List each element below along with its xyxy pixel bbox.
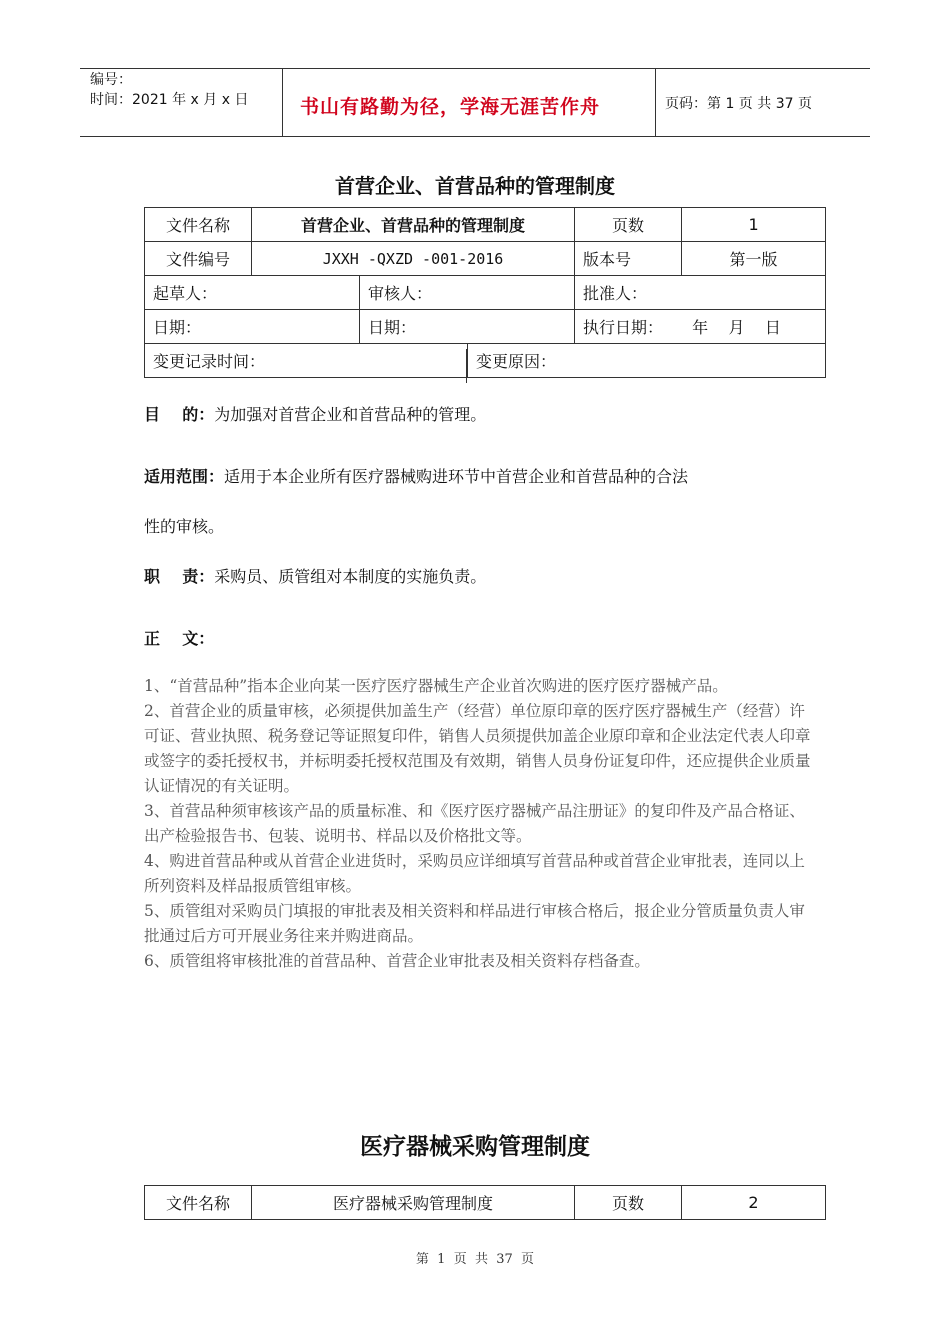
body-label: 正 文： [144, 629, 215, 648]
version-value: 第一版 [682, 242, 826, 276]
change-reason-label: 变更原因： [468, 344, 826, 378]
body-item-5: 5、质管组对采购员门填报的审批表及相关资料和样品进行审核合格后，报企业分管质量负责人审批通过后方可开展业务往来并购进商品。 [144, 902, 805, 945]
header-divider-left [282, 68, 283, 136]
body-item-3: 3、首营品种须审核该产品的质量标准、和《医疗医疗器械产品注册证》的复印件及产品合格证、出产检验报告书、包装、说明书、样品以及价格批文等。 [144, 802, 805, 845]
reviewer-label: 审核人： [360, 276, 575, 310]
doc2-pages-value: 2 [682, 1186, 826, 1220]
exec-date-cell [575, 310, 826, 344]
header-bottom-rule [80, 136, 870, 137]
scope-paragraph [144, 464, 814, 487]
page-footer: 第 1 页 共 37 页 [415, 1252, 535, 1267]
body-item-1: 1、“首营品种”指本企业向某一医疗医疗器械生产企业首次购进的医疗医疗器械产品。 [144, 677, 728, 695]
meta-row-change [145, 344, 826, 378]
pages-label: 页数 [575, 208, 682, 242]
duty-label: 职 责： [144, 567, 215, 586]
scope-text-line2: 性的审核。 [144, 517, 225, 536]
duty-paragraph [144, 564, 814, 587]
purpose-text: 为加强对首营企业和首营品种的管理。 [214, 405, 487, 424]
purpose-paragraph [144, 402, 814, 425]
exec-date-label: 执行日期： [583, 318, 664, 337]
meta-row-people [145, 276, 826, 310]
body-item-4: 4、购进首营品种或从首营企业进货时，采购员应详细填写首营品种或首营企业审批表，连同以上所列资料及样品报质管组审核。 [144, 852, 805, 895]
scope-text-line1: 适用于本企业所有医疗器械购进环节中首营企业和首营品种的合法 [224, 467, 689, 486]
file-code-label: 文件编号 [145, 242, 252, 276]
body-item-6: 6、质管组将审核批准的首营品种、首营企业审批表及相关资料存档备查。 [144, 952, 650, 970]
doc2-file-name-label: 文件名称 [145, 1186, 252, 1220]
change-row-divider-cover [466, 350, 468, 382]
file-code-value: JXXH -QXZD -001-2016 [252, 242, 575, 276]
doc2-file-name-value: 医疗器械采购管理制度 [252, 1186, 575, 1220]
purpose-label: 目 的： [144, 405, 215, 424]
doc1-meta-table [144, 207, 826, 378]
scope-label: 适用范围： [144, 467, 225, 486]
exec-date-value: 年 月 日 [692, 318, 781, 337]
file-name-value: 首营企业、首营品种的管理制度 [252, 208, 575, 242]
header-motto: 书山有路勤为径，学海无涯苦作舟 [300, 96, 601, 118]
doc2-title: 医疗器械采购管理制度 [360, 1134, 590, 1160]
body-item-2: 2、首营企业的质量审核，必须提供加盖生产（经营）单位原印章的医疗医疗器械生产（经营）许可证、营业执照、税务登记等证照复印件，销售人员须提供加盖企业原印章和企业法定代表人印章或签字的委托授权书，并标明委托授权范围及有效期，销售人员身份证复印件，还应提供企业质量认证情况的有关证明。 [144, 702, 811, 795]
header-divider-right [655, 68, 656, 136]
header-top-rule [80, 68, 870, 69]
header-date-label: 时间：2021 年 x 月 x 日 [90, 92, 249, 108]
file-name-label: 文件名称 [145, 208, 252, 242]
header-page-label: 页码：第 1 页 共 37 页 [665, 96, 812, 112]
meta-row-name [145, 208, 826, 242]
meta-row-code [145, 242, 826, 276]
body-items [144, 674, 814, 974]
header-number-label: 编号： [90, 72, 132, 88]
doc2-pages-label: 页数 [575, 1186, 682, 1220]
approver-label: 批准人： [575, 276, 826, 310]
duty-text: 采购员、质管组对本制度的实施负责。 [214, 567, 487, 586]
doc1-title: 首营企业、首营品种的管理制度 [335, 174, 615, 198]
review-date-label: 日期： [360, 310, 575, 344]
version-label: 版本号 [575, 242, 682, 276]
draft-date-label: 日期： [145, 310, 360, 344]
pages-value: 1 [682, 208, 826, 242]
doc2-meta-table [144, 1185, 826, 1220]
drafter-label: 起草人： [145, 276, 360, 310]
change-time-label: 变更记录时间： [145, 344, 468, 378]
meta-row-dates [145, 310, 826, 344]
doc2-meta-row-name [145, 1186, 826, 1220]
